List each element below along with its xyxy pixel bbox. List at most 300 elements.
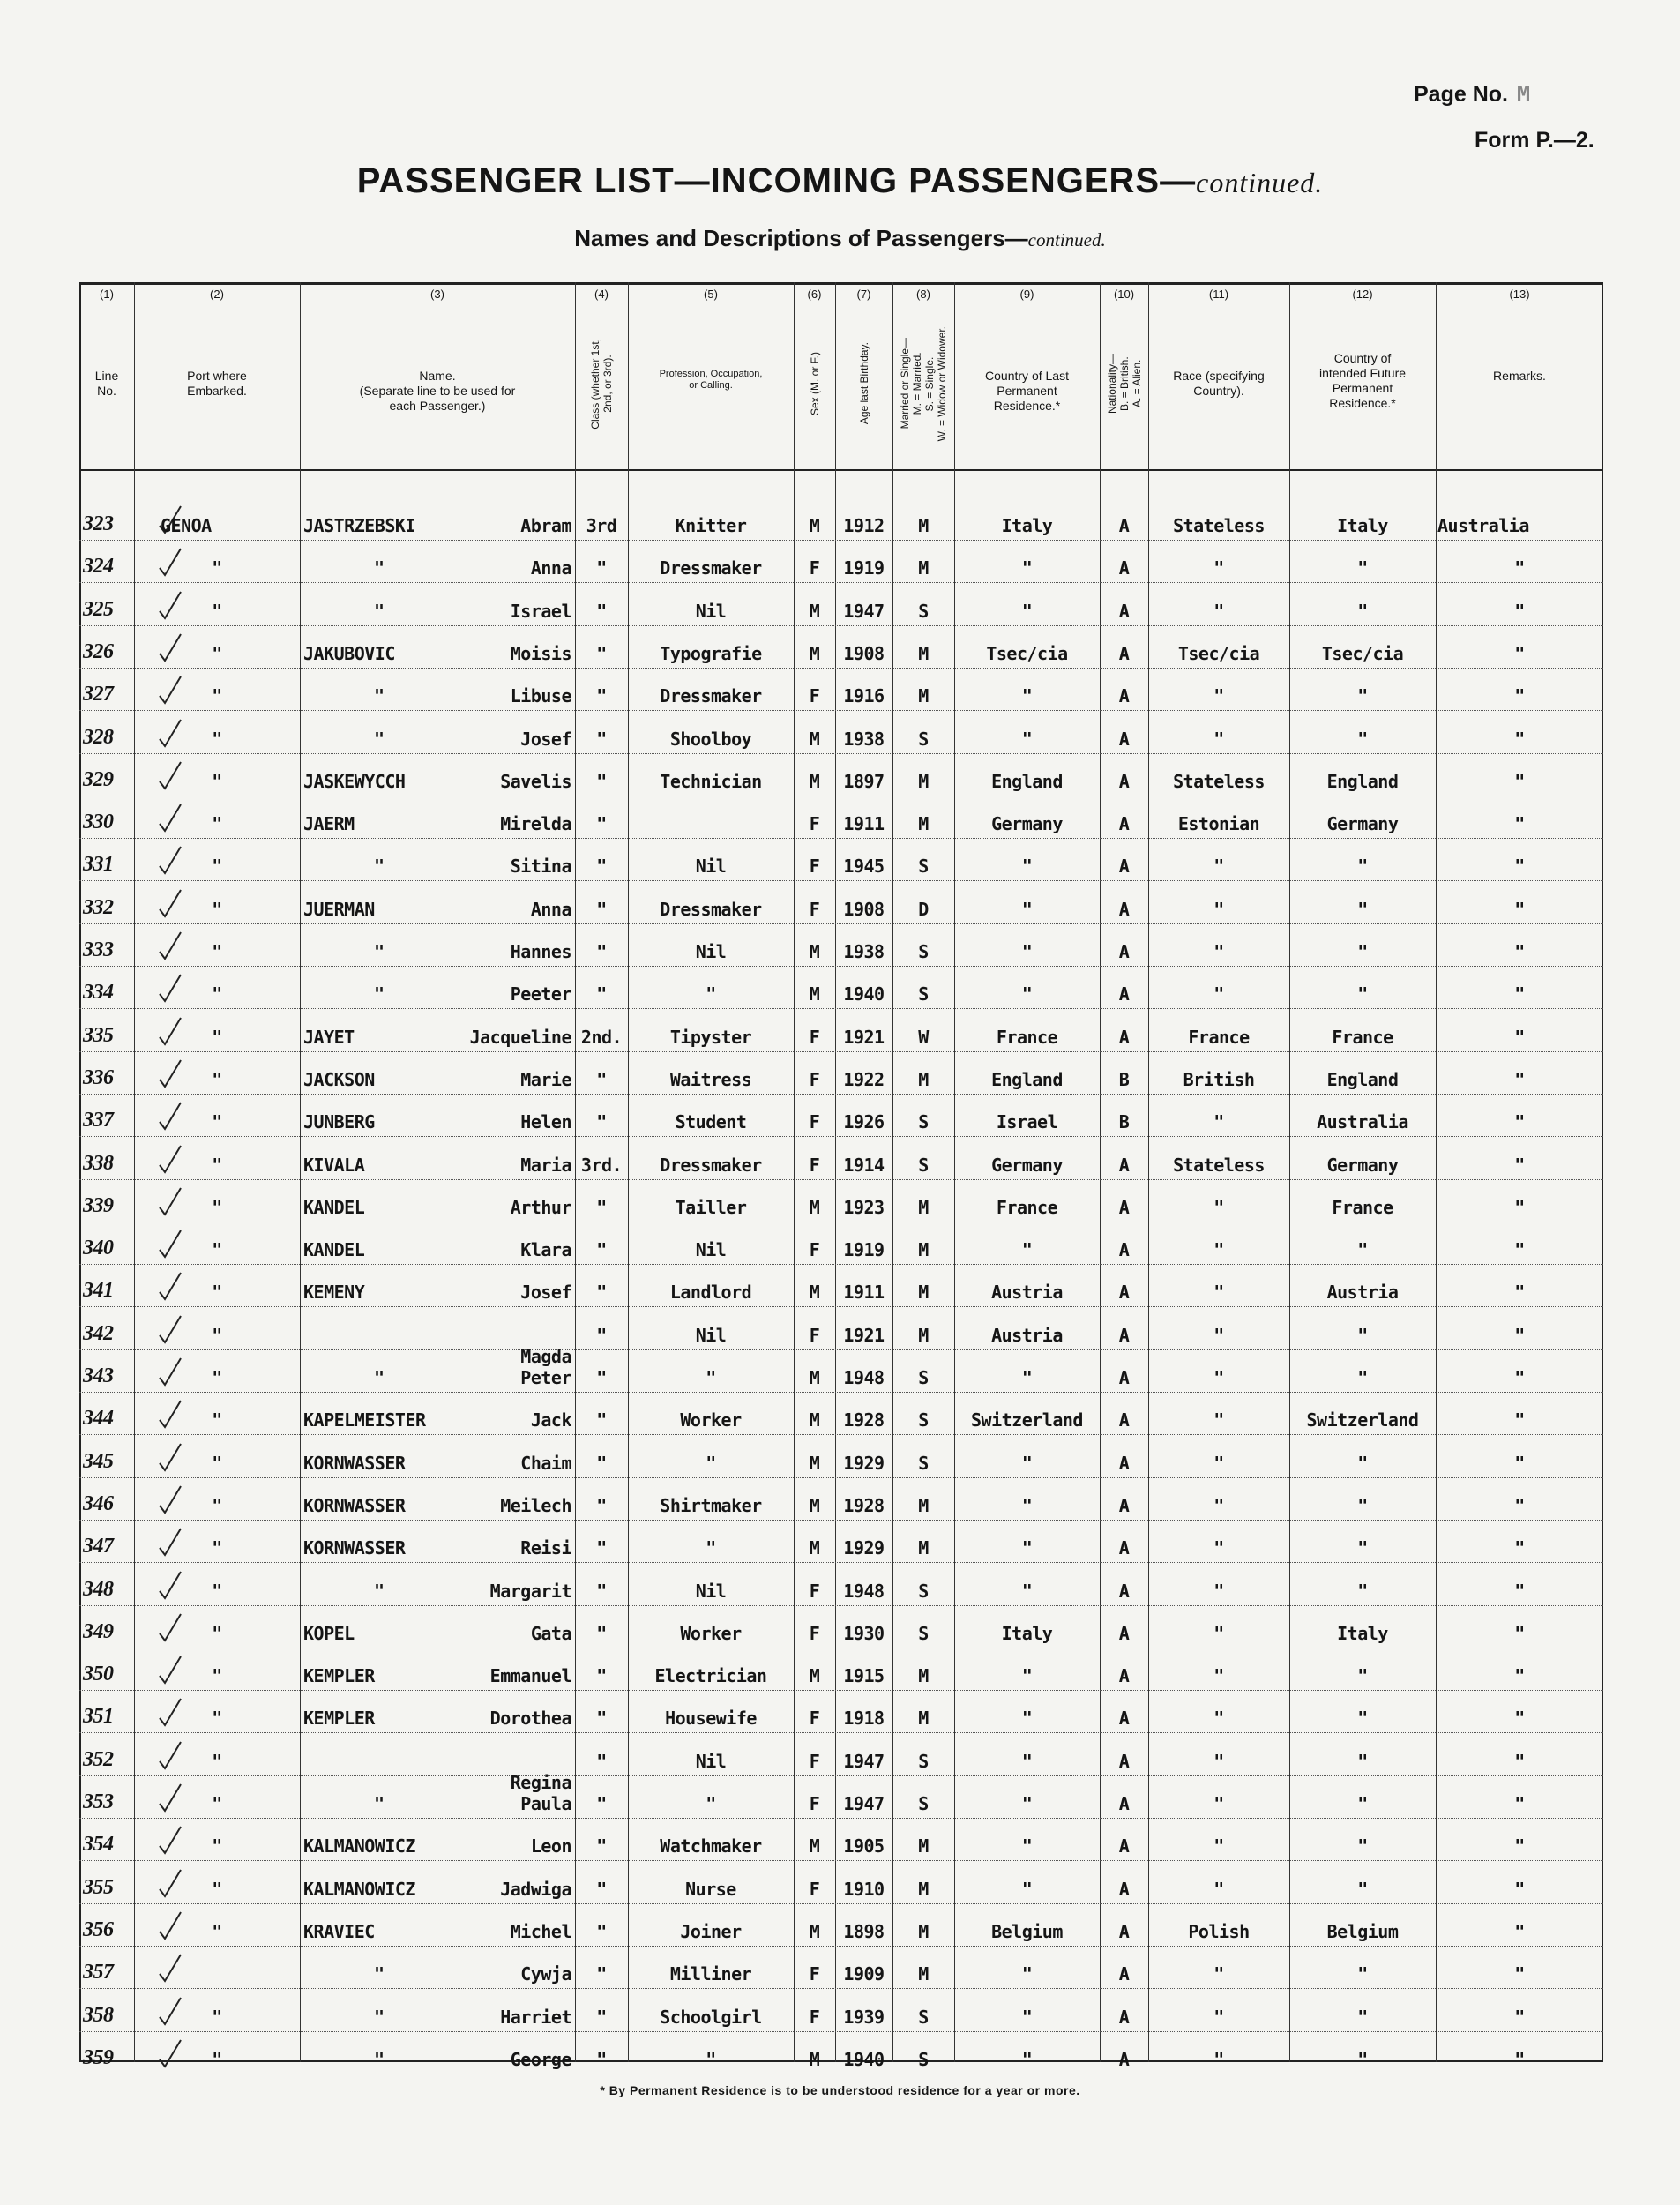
cell-surname <box>303 1963 571 1984</box>
cell-age: 1929 <box>843 1452 885 1474</box>
cell-cls: " <box>596 1793 607 1814</box>
cell-nat: A <box>1118 515 1130 536</box>
cell-port: " <box>212 557 222 579</box>
cell-future: " <box>1357 1708 1368 1730</box>
cell-race: " <box>1213 1665 1224 1687</box>
table-row <box>79 1520 1603 1563</box>
cell-race: " <box>1213 856 1224 878</box>
cell-port: " <box>212 1239 222 1261</box>
cell-race: " <box>1213 557 1224 579</box>
cell-cls: " <box>596 1196 607 1218</box>
cell-surname <box>303 1027 571 1048</box>
cell-age: 1909 <box>843 1963 885 1985</box>
cell-rem: " <box>1514 642 1525 664</box>
cell-race: " <box>1213 1239 1224 1261</box>
cell-future: Germany <box>1326 813 1399 835</box>
cell-age: 1926 <box>843 1111 885 1133</box>
cell-line: 345 <box>83 1449 114 1473</box>
column-number: (1) <box>100 288 114 301</box>
column-number: (11) <box>1208 288 1229 301</box>
cell-occ: Nil <box>695 1239 727 1261</box>
cell-last: " <box>1021 685 1033 707</box>
cell-future: " <box>1357 1963 1368 1985</box>
cell-future: Italy <box>1337 1622 1388 1644</box>
cell-port: " <box>212 1452 222 1474</box>
cell-race: " <box>1213 728 1224 750</box>
cell-age: 1910 <box>843 1878 885 1900</box>
cell-race: " <box>1213 1622 1224 1644</box>
column-header: Country of Last Permanent Residence.* <box>985 369 1069 413</box>
surname: " <box>374 1580 385 1602</box>
given-name: Regina <box>510 1771 571 1793</box>
cell-rem: " <box>1514 1665 1525 1687</box>
cell-rem: " <box>1514 1963 1525 1985</box>
cell-occ: Milliner <box>669 1963 752 1985</box>
cell-cls: " <box>596 557 607 579</box>
cell-sex: M <box>809 1920 820 1942</box>
cell-surname <box>303 771 571 792</box>
cell-last: " <box>1021 1367 1033 1388</box>
cell-nat: B <box>1118 1068 1130 1090</box>
given-name: George <box>510 2048 571 2070</box>
cell-age: 1940 <box>843 983 885 1005</box>
cell-last: " <box>1021 1494 1033 1516</box>
cell-nat: A <box>1118 1963 1130 1985</box>
cell-age: 1911 <box>843 1282 885 1304</box>
cell-surname <box>303 1665 571 1686</box>
surname: " <box>374 2006 385 2028</box>
cell-rem: " <box>1514 1068 1525 1090</box>
cell-race: " <box>1213 685 1224 707</box>
cell-line: 347 <box>83 1535 114 1558</box>
cell-occ: Watchmaker <box>660 1835 762 1857</box>
cell-surname <box>303 557 571 579</box>
table-row <box>79 838 1603 881</box>
cell-cls: " <box>596 1282 607 1304</box>
cell-ms: M <box>918 515 929 536</box>
cell-port: " <box>212 1878 222 1900</box>
cell-last: " <box>1021 1452 1033 1474</box>
cell-surname <box>303 899 571 920</box>
cell-sex: M <box>809 642 820 664</box>
column-header <box>794 300 835 467</box>
given-name: Meilech <box>500 1494 571 1516</box>
cell-ms: M <box>918 1196 929 1218</box>
cell-port: " <box>212 1537 222 1559</box>
cell-line: 351 <box>83 1705 114 1729</box>
cell-race: Stateless <box>1173 1154 1265 1176</box>
cell-last: " <box>1021 600 1033 622</box>
given-name: Libuse <box>510 685 571 707</box>
table-row <box>79 881 1603 924</box>
column-number: (7) <box>856 288 871 301</box>
cell-sex: F <box>809 557 820 579</box>
cell-rem: " <box>1514 1239 1525 1261</box>
cell-line: 355 <box>83 1875 114 1899</box>
cell-line: 342 <box>83 1321 114 1345</box>
cell-ms: S <box>918 1111 929 1133</box>
cell-rem: " <box>1514 813 1525 835</box>
cell-age: 1929 <box>843 1537 885 1559</box>
given-name: Jack <box>530 1409 571 1431</box>
cell-last: England <box>991 1068 1063 1090</box>
cell-ms: M <box>918 770 929 792</box>
cell-nat: A <box>1118 941 1130 962</box>
table-row <box>79 1690 1603 1733</box>
cell-port: " <box>212 1622 222 1644</box>
cell-surname <box>303 643 571 664</box>
cell-age: 1948 <box>843 1580 885 1602</box>
cell-cls: " <box>596 1111 607 1133</box>
cell-last: Italy <box>1001 1622 1053 1644</box>
cell-nat: B <box>1118 1111 1130 1133</box>
cell-future: " <box>1357 1750 1368 1772</box>
cell-line: 327 <box>83 683 114 706</box>
cell-race: British <box>1183 1068 1255 1090</box>
cell-ms: M <box>918 1878 929 1900</box>
cell-age: 1919 <box>843 557 885 579</box>
cell-sex: F <box>809 1963 820 1985</box>
given-name: Sitina <box>510 856 571 878</box>
cell-ms: S <box>918 600 929 622</box>
cell-race: " <box>1213 1963 1224 1985</box>
cell-ms: M <box>918 1708 929 1730</box>
cell-nat: A <box>1118 685 1130 707</box>
cell-occ: Nurse <box>685 1878 736 1900</box>
given-name: Michel <box>510 1920 571 1942</box>
cell-race: " <box>1213 1409 1224 1431</box>
cell-rem: " <box>1514 898 1525 920</box>
cell-rem: Australia <box>1437 515 1529 536</box>
table-row <box>79 583 1603 626</box>
cell-port: " <box>212 1111 222 1133</box>
given-name: Josef <box>520 728 571 750</box>
cell-future: Belgium <box>1326 1920 1399 1942</box>
cell-sex: F <box>809 1622 820 1644</box>
cell-age: 1897 <box>843 770 885 792</box>
cell-nat: A <box>1118 1452 1130 1474</box>
cell-occ: Nil <box>695 1324 727 1346</box>
cell-nat: A <box>1118 1580 1130 1602</box>
column-number: (4) <box>594 288 609 301</box>
cell-future: " <box>1357 1580 1368 1602</box>
cell-surname <box>303 856 571 877</box>
cell-race: Stateless <box>1173 515 1265 536</box>
cell-surname <box>303 1197 571 1218</box>
cell-sex: F <box>809 1750 820 1772</box>
cell-surname <box>303 1537 571 1558</box>
cell-last: " <box>1021 728 1033 750</box>
cell-port: GENOA <box>161 515 212 536</box>
cell-sex: F <box>809 2006 820 2028</box>
cell-ms: M <box>918 1494 929 1516</box>
surname: KALMANOWICZ <box>303 1835 415 1857</box>
cell-nat: A <box>1118 983 1130 1005</box>
cell-last: " <box>1021 1580 1033 1602</box>
cell-occ: Electrician <box>654 1665 767 1687</box>
cell-last: " <box>1021 1963 1033 1985</box>
cell-rem: " <box>1514 770 1525 792</box>
cell-nat: A <box>1118 1920 1130 1942</box>
surname: " <box>374 728 385 750</box>
cell-future: England <box>1326 1068 1399 1090</box>
cell-line: 323 <box>83 512 114 535</box>
cell-line: 336 <box>83 1065 114 1089</box>
cell-port: " <box>212 1367 222 1388</box>
cell-sex: F <box>809 1708 820 1730</box>
cell-line: 339 <box>83 1193 114 1217</box>
cell-occ: Typografie <box>660 642 762 664</box>
cell-occ: Housewife <box>665 1708 757 1730</box>
surname: JUERMAN <box>303 898 375 920</box>
cell-line: 354 <box>83 1833 114 1857</box>
cell-nat: A <box>1118 642 1130 664</box>
column-header: Line No. <box>94 369 119 398</box>
given-name: Klara <box>520 1239 571 1261</box>
cell-last: " <box>1021 983 1033 1005</box>
cell-age: 1923 <box>843 1196 885 1218</box>
cell-surname <box>303 1239 571 1260</box>
cell-port: " <box>212 728 222 750</box>
cell-line: 344 <box>83 1407 114 1431</box>
column-header-label: Class (whether 1st, 2nd, or 3rd). <box>589 338 614 430</box>
table-row <box>79 625 1603 669</box>
form-number: Form P.—2. <box>1475 128 1594 153</box>
table-row <box>79 1137 1603 1180</box>
cell-occ: Tipyster <box>669 1026 752 1048</box>
cell-line: 324 <box>83 555 114 579</box>
page-number-label: Page No. <box>1414 82 1508 107</box>
cell-ms: S <box>918 728 929 750</box>
page-subtitle <box>0 225 1680 252</box>
cell-cls: " <box>596 1580 607 1602</box>
cell-rem: " <box>1514 1324 1525 1346</box>
surname: KALMANOWICZ <box>303 1878 415 1900</box>
cell-sex: F <box>809 685 820 707</box>
cell-line: 349 <box>83 1619 114 1643</box>
cell-sex: M <box>809 770 820 792</box>
cell-race: " <box>1213 1324 1224 1346</box>
cell-age: 1945 <box>843 856 885 878</box>
cell-occ: " <box>706 1537 716 1559</box>
cell-future: France <box>1332 1026 1393 1048</box>
cell-line: 346 <box>83 1491 114 1515</box>
cell-cls: " <box>596 1367 607 1388</box>
cell-race: France <box>1188 1026 1250 1048</box>
cell-sex: F <box>809 1239 820 1261</box>
surname: KORNWASSER <box>303 1452 406 1474</box>
cell-nat: A <box>1118 813 1130 835</box>
cell-age: 1915 <box>843 1665 885 1687</box>
cell-port: " <box>212 898 222 920</box>
column-header: Port where Embarked. <box>187 369 247 398</box>
cell-sex: F <box>809 1324 820 1346</box>
given-name: Arthur <box>510 1196 571 1218</box>
cell-sex: F <box>809 1068 820 1090</box>
cell-age: 1921 <box>843 1324 885 1346</box>
cell-nat: A <box>1118 856 1130 878</box>
given-name: Harriet <box>500 2006 571 2028</box>
cell-sex: M <box>809 2048 820 2070</box>
surname: JASKEWYCCH <box>303 770 406 792</box>
cell-future: " <box>1357 1665 1368 1687</box>
cell-line: 357 <box>83 1961 114 1984</box>
cell-ms: M <box>918 1665 929 1687</box>
cell-age: 1947 <box>843 1750 885 1772</box>
cell-last: Israel <box>996 1111 1058 1133</box>
header-divider <box>79 469 1603 471</box>
cell-age: 1947 <box>843 600 885 622</box>
cell-age: 1938 <box>843 728 885 750</box>
table-row <box>79 2031 1603 2074</box>
cell-ms: S <box>918 1154 929 1176</box>
cell-rem: " <box>1514 1282 1525 1304</box>
title-continued: continued. <box>1196 167 1324 198</box>
column-number: (12) <box>1352 288 1373 301</box>
cell-port: " <box>212 1835 222 1857</box>
cell-rem: " <box>1514 600 1525 622</box>
surname: JASTRZEBSKI <box>303 515 415 536</box>
cell-race: " <box>1213 1750 1224 1772</box>
cell-race: Stateless <box>1173 770 1265 792</box>
given-name: Leon <box>530 1835 571 1857</box>
cell-future: " <box>1357 685 1368 707</box>
cell-port: " <box>212 2006 222 2028</box>
cell-line: 335 <box>83 1023 114 1047</box>
cell-line: 328 <box>83 725 114 749</box>
cell-port: " <box>212 1920 222 1942</box>
cell-age: 1912 <box>843 515 885 536</box>
surname: KAPELMEISTER <box>303 1409 426 1431</box>
column-number: (6) <box>807 288 822 301</box>
table-row <box>79 1648 1603 1691</box>
cell-ms: S <box>918 1622 929 1644</box>
cell-last: " <box>1021 898 1033 920</box>
cell-cls: " <box>596 1750 607 1772</box>
cell-future: " <box>1357 856 1368 878</box>
cell-race: " <box>1213 1282 1224 1304</box>
cell-sex: F <box>809 1580 820 1602</box>
cell-line: 359 <box>83 2045 114 2069</box>
table-row <box>79 668 1603 711</box>
given-name: Chaim <box>520 1452 571 1474</box>
cell-port: " <box>212 1324 222 1346</box>
cell-last: England <box>991 770 1063 792</box>
cell-age: 1911 <box>843 813 885 835</box>
cell-ms: S <box>918 2048 929 2070</box>
cell-race: " <box>1213 983 1224 1005</box>
given-name: Gata <box>530 1622 571 1644</box>
column-header-label: Nationality— B. = British. A. = Alien. <box>1105 353 1143 415</box>
cell-age: 1928 <box>843 1409 885 1431</box>
given-name: Moisis <box>510 642 571 664</box>
cell-sex: M <box>809 1282 820 1304</box>
cell-ms: M <box>918 1835 929 1857</box>
cell-rem: " <box>1514 1367 1525 1388</box>
page-number <box>1414 81 1530 108</box>
cell-surname <box>303 601 571 622</box>
cell-occ: " <box>706 983 716 1005</box>
cell-race: " <box>1213 2048 1224 2070</box>
cell-nat: A <box>1118 1026 1130 1048</box>
surname: KORNWASSER <box>303 1537 406 1559</box>
cell-rem: " <box>1514 1026 1525 1048</box>
footnote: * By Permanent Residence is to be understood residence for a year or more. <box>600 2083 1080 2097</box>
given-name: Abram <box>520 515 571 536</box>
given-name: Marie <box>520 1068 571 1090</box>
cell-rem: " <box>1514 1452 1525 1474</box>
cell-nat: A <box>1118 1367 1130 1388</box>
given-name: Emmanuel <box>489 1665 571 1687</box>
cell-age: 1939 <box>843 2006 885 2028</box>
cell-future: " <box>1357 1835 1368 1857</box>
cell-last: Germany <box>991 1154 1063 1176</box>
cell-surname <box>303 1921 571 1942</box>
cell-rem: " <box>1514 1537 1525 1559</box>
cell-future: " <box>1357 2048 1368 2070</box>
cell-nat: A <box>1118 1154 1130 1176</box>
cell-line: 330 <box>83 811 114 834</box>
given-name: Helen <box>520 1111 571 1133</box>
cell-future: Italy <box>1337 515 1388 536</box>
table-row <box>79 1179 1603 1222</box>
cell-ms: S <box>918 983 929 1005</box>
cell-cls: " <box>596 1452 607 1474</box>
cell-occ: " <box>706 2048 716 2070</box>
cell-surname <box>303 1623 571 1644</box>
cell-port: " <box>212 2048 222 2070</box>
table-row <box>79 1349 1603 1393</box>
cell-surname <box>303 1453 571 1474</box>
cell-future: " <box>1357 1878 1368 1900</box>
table-row <box>79 1563 1603 1606</box>
surname: JACKSON <box>303 1068 375 1090</box>
cell-occ: Dressmaker <box>660 898 762 920</box>
cell-occ: Worker <box>680 1409 742 1431</box>
surname: JAKUBOVIC <box>303 642 395 664</box>
given-name: Maria <box>520 1154 571 1176</box>
cell-cls: " <box>596 2048 607 2070</box>
cell-ms: M <box>918 642 929 664</box>
cell-surname <box>303 2049 571 2070</box>
cell-ms: M <box>918 1963 929 1985</box>
cell-last: " <box>1021 941 1033 962</box>
table-row <box>79 923 1603 967</box>
cell-cls: 2nd. <box>580 1026 623 1048</box>
cell-rem: " <box>1514 1793 1525 1814</box>
table-row <box>79 1775 1603 1819</box>
cell-rem: " <box>1514 1580 1525 1602</box>
cell-port: " <box>212 770 222 792</box>
table-row <box>79 796 1603 839</box>
cell-future: Tsec/cia <box>1321 642 1404 664</box>
cell-sex: M <box>809 515 820 536</box>
cell-sex: M <box>809 1409 820 1431</box>
table-row <box>79 1733 1603 1793</box>
cell-sex: M <box>809 1835 820 1857</box>
cell-rem: " <box>1514 1494 1525 1516</box>
cell-surname <box>303 1409 571 1431</box>
cell-future: Australia <box>1317 1111 1408 1133</box>
table-row <box>79 966 1603 1009</box>
cell-cls: " <box>596 1665 607 1687</box>
cell-surname <box>303 1708 571 1729</box>
cell-rem: " <box>1514 1154 1525 1176</box>
cell-race: " <box>1213 941 1224 962</box>
surname: JAYET <box>303 1026 355 1048</box>
cell-port: " <box>212 1282 222 1304</box>
cell-occ: Tailler <box>675 1196 747 1218</box>
